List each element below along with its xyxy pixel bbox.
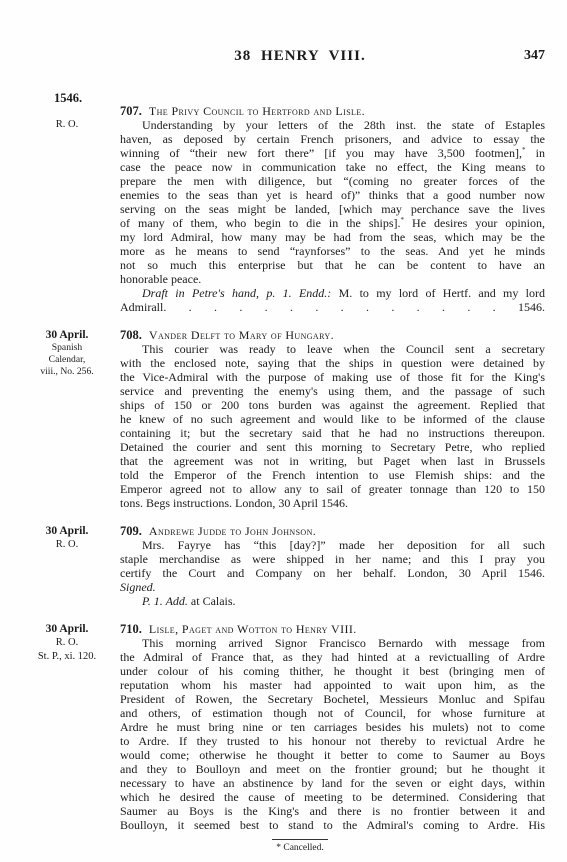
entry-title: The Privy Council to Hertford and Lisle. [148, 104, 366, 118]
entry-body [120, 636, 545, 832]
page-number: 347 [524, 48, 545, 63]
entry-date [18, 104, 116, 118]
text-line: Saumer au Boys is the King's and there is no frontier between it and [120, 804, 545, 818]
text-line: would come; otherwise he thought it better to come to Saumer au Boys [120, 748, 545, 762]
entry-body [120, 118, 545, 286]
text-line: ships of 150 or 200 tons burden was against the agreement. Replied that [120, 398, 545, 412]
entry-body [120, 342, 545, 510]
text-line: under colour of his coming thither, he thought it best (bringing men of [120, 664, 545, 678]
text-line: and others, of estimation though not of Council, for whose furniture at [120, 706, 545, 720]
text-line: Ardre he must bring nine or ten carriages besides his mulets) not to come [120, 720, 545, 734]
text-run: in [525, 146, 545, 160]
calendar-entry [0, 622, 567, 832]
text-line: Mrs. Fayrye has “this [day?]” made her deposition for all such [142, 538, 545, 552]
footnote: * Cancelled. [276, 843, 324, 853]
entry-heading [120, 622, 545, 636]
footnote-divider [272, 839, 328, 840]
text-line: honorable peace. [120, 272, 202, 286]
text-line: necessary to have an abstinence by land for the seven or eight days, within [120, 776, 545, 790]
source-reference: St. P., xi. 120. [37, 650, 97, 662]
text-line [120, 580, 545, 594]
calendar-entry [0, 104, 567, 314]
footnote-marker: * [521, 146, 526, 154]
entry-title: Andrewe Judde to John Johnson. [148, 524, 317, 538]
entry-date: 30 April. [45, 329, 89, 341]
text-line: case the peace now in communication take no effect, the King means to [120, 160, 545, 174]
text-line: reputation whom his master had appointed to wait upon him, as the [120, 678, 545, 692]
entry-heading [120, 524, 545, 538]
text-line: service and preventing the enemy's using them, and the passage of such [120, 384, 545, 398]
text-line: Emperor agreed not to allow any to sail of greater tonnage than 120 to 150 [120, 482, 545, 496]
text-line: containing it; but the secretary said that he had no instructions thereupon. [120, 426, 545, 440]
text-run: of many of them, who begin to die in the ships]. [120, 216, 401, 230]
source-references [18, 118, 116, 132]
entry-date: 30 April. [45, 525, 89, 537]
entry-text [120, 622, 545, 832]
text-line: which he desired the cause of meeting to be determined. Considering that [120, 790, 545, 804]
text-line: told the Emperor of the French intention to use Flemish ships: and the [120, 468, 545, 482]
entry-text [120, 524, 545, 608]
source-references [18, 538, 116, 552]
entry-title: Lisle, Paget and Wotton to Henry VIII. [148, 622, 357, 636]
source-reference: R. O. [55, 637, 79, 648]
text-line: This morning arrived Signor Francisco Bernardo with message from [142, 636, 545, 650]
margin-year: 1546. [53, 91, 83, 105]
entry-heading [120, 328, 545, 342]
text-line: to Ardre. If they trusted to his honour not thereby to revictual Ardre he [120, 734, 545, 748]
entry-number: 707. [120, 104, 142, 118]
calendar-entry [0, 328, 567, 510]
note-italic: Draft in Petre's hand, p. 1. Endd.: [142, 286, 332, 300]
document-note-continued: Admirall. . . . . . . . . . . . . . 1546. [120, 300, 545, 314]
note-text: at Calais. [190, 594, 236, 608]
margin-notes [18, 328, 116, 378]
entry-number: 710. [120, 622, 142, 636]
text-line: President of Rowen, the Secretary Bochetel, Messieurs Monluc and Spifau [120, 692, 545, 706]
source-reference: Spanish [51, 342, 83, 353]
text-line: the Admiral of France that, as they had hinted at a revictualling of Ardre [120, 650, 545, 664]
text-line: Boulloyn, it seemed best to stand to the Admiral's coming to Ardre. His [120, 818, 545, 832]
text-run: He desires your opinion, [404, 216, 545, 230]
source-reference: Calendar, [48, 354, 86, 365]
note-text: M. to my lord of Hertf. and my lord [338, 286, 545, 300]
text-line: enemies to the seas than yet is heard of)” thinks that a good number now [120, 188, 545, 202]
text-line: that the agreement was not in writing, but Paget when last in Brussels [120, 454, 545, 468]
source-reference: viii., No. 256. [40, 366, 94, 377]
text-line: prepare the men with diligence, but “(coming no greater forces of the [120, 174, 545, 188]
running-title: 38 HENRY VIII. [234, 48, 366, 64]
source-reference: R. O. [55, 119, 79, 130]
entry-date: 30 April. [45, 623, 89, 635]
source-references [18, 636, 116, 663]
text-line: Detained the courier and sent this morning to Secretary Petre, who replied [120, 440, 545, 454]
text-line: serving on the seas might be landed, [which may perchance save the lives [120, 202, 545, 216]
entry-text [120, 104, 545, 314]
text-line: certify the Court and Company on her behalf. London, 30 April 1546. [120, 566, 545, 580]
margin-notes [18, 622, 116, 663]
calendar-entries [0, 104, 567, 832]
text-run: winning of “their new fort there” [if you may have 3,500 footmen], [120, 146, 522, 160]
margin-notes [18, 524, 116, 552]
text-line: he knew of no such agreement and would like to be informed of the clause [120, 412, 545, 426]
document-note [120, 286, 545, 300]
entry-heading [120, 104, 545, 118]
text-line [120, 216, 545, 230]
text-line: not so much this enterprise but that he can be content to have an [120, 258, 545, 272]
text-line: Understanding by your letters of the 28th inst. the state of Estaples [142, 118, 545, 132]
source-reference: R. O. [55, 539, 79, 550]
entry-number: 708. [120, 328, 142, 342]
text-line: more as he means to send “raynforses” to the seas. And yet he minds [120, 244, 545, 258]
text-line: and they to Boulloyn and meet on the frontier ground; but he thought it [120, 762, 545, 776]
italic-text: Signed. [120, 580, 156, 594]
text-line: haven, as deposed by certain French prisoners, and advice to essay the [120, 132, 545, 146]
entry-number: 709. [120, 524, 142, 538]
text-line: tons. Begs instructions. London, 30 April 1546. [120, 496, 348, 510]
text-line: with the enclosed note, saying that the ships in question were detained by [120, 356, 545, 370]
text-line: staple merchandise as were shipped in her name; and this I pray you [120, 552, 545, 566]
text-line [120, 146, 545, 160]
margin-notes [18, 104, 116, 132]
text-line: This courier was ready to leave when the Council sent a secretary [142, 342, 545, 356]
document-note [120, 594, 545, 608]
calendar-entry [0, 524, 567, 608]
text-line: my lord Admiral, how many may be had from the seas, which may be the [120, 230, 545, 244]
source-references [18, 342, 116, 378]
entry-body [120, 538, 545, 594]
entry-text [120, 328, 545, 510]
footnote-marker: * [400, 216, 405, 224]
entry-title: Vander Delft to Mary of Hungary. [148, 328, 334, 342]
note-italic: P. 1. Add. [142, 594, 188, 608]
text-line: the Vice-Admiral with the purpose of making use of those fit for the King's [120, 370, 545, 384]
